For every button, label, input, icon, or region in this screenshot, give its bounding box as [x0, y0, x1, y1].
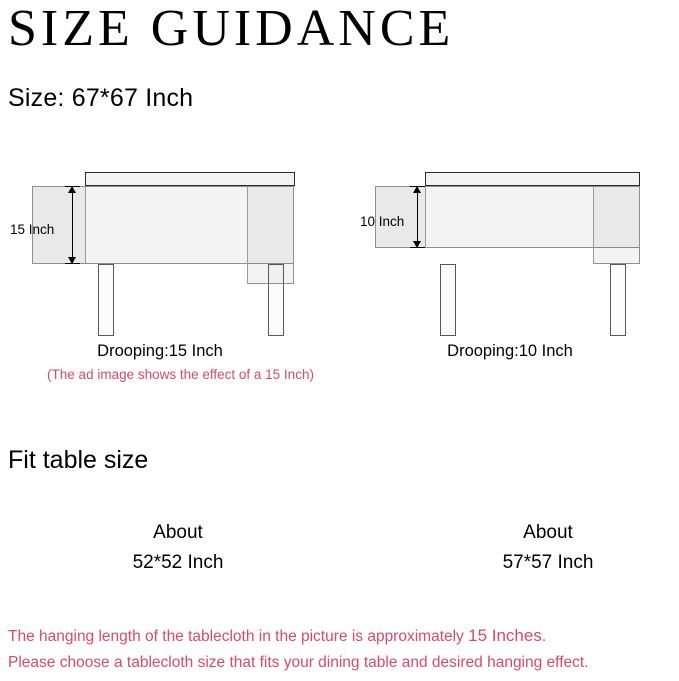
diagram-left	[10, 160, 310, 360]
cloth-fold-line	[247, 186, 248, 284]
diagram-right	[360, 160, 665, 360]
page-title: SIZE GUIDANCE	[8, 0, 455, 57]
table-top-surface	[85, 172, 295, 186]
footer-highlight: 15 Inches	[468, 626, 542, 645]
product-size-label: Size: 67*67 Inch	[8, 84, 194, 112]
table-top-surface	[425, 172, 640, 186]
drop-measure-label: 10 Inch	[360, 214, 405, 229]
arrow-up-icon	[68, 186, 76, 193]
footer-line1-suffix: .	[541, 628, 547, 645]
fit-column-left	[28, 518, 328, 578]
arrow-down-icon	[413, 241, 421, 248]
cloth-fold-line	[85, 186, 86, 264]
ad-image-note: (The ad image shows the effect of a 15 Inch)	[47, 367, 314, 382]
cloth-fold-line	[593, 186, 594, 264]
table-leg	[98, 264, 114, 336]
cloth-fold-line	[425, 186, 426, 248]
fit-column-right	[398, 518, 679, 578]
fit-size-value: 52*52 Inch	[132, 552, 224, 573]
drop-measure-arrow	[72, 186, 73, 264]
footer-line2: Please choose a tablecloth size that fits your dining table and desired hanging effect.	[8, 654, 589, 671]
tablecloth-corner-flap	[593, 186, 640, 264]
tablecloth-corner-flap	[247, 186, 294, 284]
footer-note	[8, 623, 674, 676]
drooping-label: Drooping:10 Inch	[447, 342, 573, 360]
footer-line1-prefix: The hanging length of the tablecloth in the picture is approximately	[8, 628, 469, 645]
arrow-down-icon	[68, 257, 76, 264]
drop-measure-arrow	[417, 186, 418, 248]
fit-about-label: About	[523, 522, 573, 543]
table-leg	[440, 264, 456, 336]
drooping-label: Drooping:15 Inch	[97, 342, 223, 360]
table-leg	[610, 264, 626, 336]
drop-measure-label: 15 Inch	[10, 222, 55, 237]
fit-about-label: About	[153, 522, 203, 543]
fit-size-value: 57*57 Inch	[502, 552, 594, 573]
arrow-up-icon	[413, 186, 421, 193]
fit-table-size-heading: Fit table size	[8, 446, 149, 474]
